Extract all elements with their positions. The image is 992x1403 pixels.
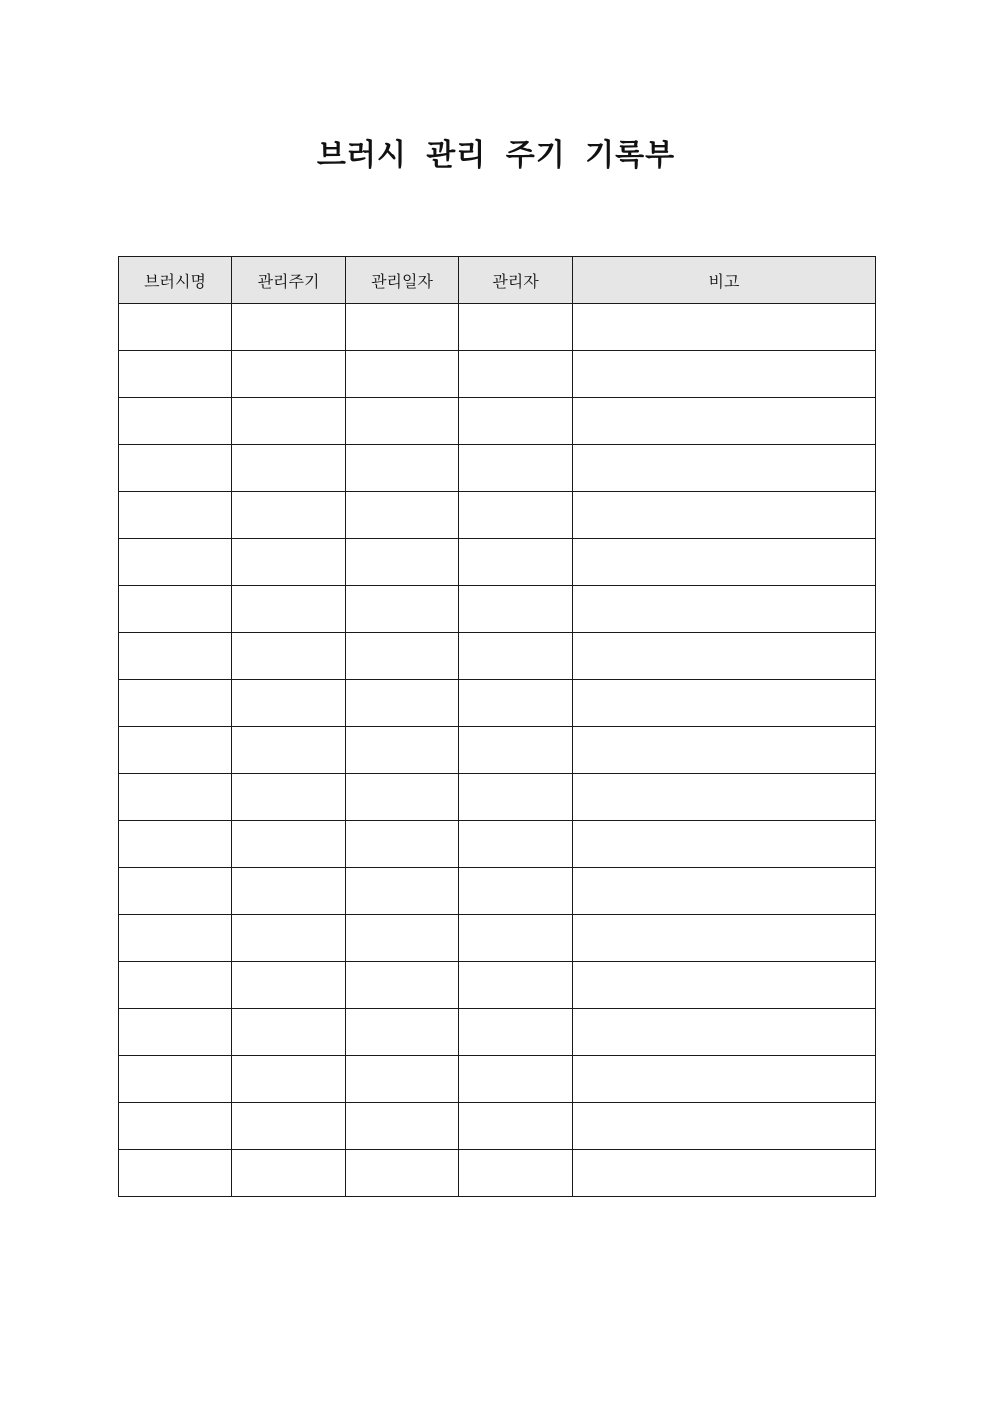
cell-management-cycle[interactable] bbox=[232, 821, 346, 868]
cell-management-date[interactable] bbox=[346, 445, 459, 492]
cell-management-date[interactable] bbox=[346, 774, 459, 821]
cell-remarks[interactable] bbox=[573, 868, 876, 915]
table-row bbox=[119, 1150, 876, 1197]
cell-management-cycle[interactable] bbox=[232, 774, 346, 821]
cell-manager[interactable] bbox=[459, 868, 573, 915]
cell-remarks[interactable] bbox=[573, 398, 876, 445]
cell-management-date[interactable] bbox=[346, 1150, 459, 1197]
cell-remarks[interactable] bbox=[573, 492, 876, 539]
cell-management-date[interactable] bbox=[346, 1009, 459, 1056]
cell-manager[interactable] bbox=[459, 1009, 573, 1056]
cell-manager[interactable] bbox=[459, 586, 573, 633]
cell-manager[interactable] bbox=[459, 1103, 573, 1150]
cell-management-cycle[interactable] bbox=[232, 1103, 346, 1150]
cell-brush-name[interactable] bbox=[119, 774, 232, 821]
cell-management-date[interactable] bbox=[346, 821, 459, 868]
cell-manager[interactable] bbox=[459, 915, 573, 962]
cell-remarks[interactable] bbox=[573, 1056, 876, 1103]
cell-management-cycle[interactable] bbox=[232, 445, 346, 492]
cell-remarks[interactable] bbox=[573, 962, 876, 1009]
cell-brush-name[interactable] bbox=[119, 821, 232, 868]
cell-brush-name[interactable] bbox=[119, 915, 232, 962]
cell-management-date[interactable] bbox=[346, 680, 459, 727]
cell-management-date[interactable] bbox=[346, 868, 459, 915]
cell-management-cycle[interactable] bbox=[232, 398, 346, 445]
table-row bbox=[119, 774, 876, 821]
cell-management-date[interactable] bbox=[346, 351, 459, 398]
cell-brush-name[interactable] bbox=[119, 351, 232, 398]
table-row bbox=[119, 445, 876, 492]
table-row bbox=[119, 1009, 876, 1056]
cell-remarks[interactable] bbox=[573, 727, 876, 774]
cell-remarks[interactable] bbox=[573, 915, 876, 962]
cell-management-cycle[interactable] bbox=[232, 915, 346, 962]
cell-management-cycle[interactable] bbox=[232, 492, 346, 539]
table-body bbox=[119, 304, 876, 1197]
cell-management-cycle[interactable] bbox=[232, 539, 346, 586]
cell-remarks[interactable] bbox=[573, 351, 876, 398]
cell-manager[interactable] bbox=[459, 962, 573, 1009]
cell-management-cycle[interactable] bbox=[232, 1150, 346, 1197]
cell-manager[interactable] bbox=[459, 351, 573, 398]
cell-remarks[interactable] bbox=[573, 539, 876, 586]
cell-management-date[interactable] bbox=[346, 304, 459, 351]
cell-brush-name[interactable] bbox=[119, 539, 232, 586]
cell-remarks[interactable] bbox=[573, 774, 876, 821]
cell-management-cycle[interactable] bbox=[232, 586, 346, 633]
cell-manager[interactable] bbox=[459, 1150, 573, 1197]
cell-management-cycle[interactable] bbox=[232, 633, 346, 680]
record-table bbox=[118, 256, 876, 1197]
cell-remarks[interactable] bbox=[573, 633, 876, 680]
cell-remarks[interactable] bbox=[573, 1103, 876, 1150]
cell-brush-name[interactable] bbox=[119, 445, 232, 492]
cell-management-cycle[interactable] bbox=[232, 680, 346, 727]
cell-management-cycle[interactable] bbox=[232, 962, 346, 1009]
cell-brush-name[interactable] bbox=[119, 398, 232, 445]
cell-management-date[interactable] bbox=[346, 1056, 459, 1103]
cell-manager[interactable] bbox=[459, 539, 573, 586]
cell-remarks[interactable] bbox=[573, 586, 876, 633]
cell-brush-name[interactable] bbox=[119, 1009, 232, 1056]
header-management-cycle: 관리주기 bbox=[232, 257, 346, 304]
table-row bbox=[119, 398, 876, 445]
header-manager: 관리자 bbox=[459, 257, 573, 304]
cell-management-date[interactable] bbox=[346, 633, 459, 680]
table-row bbox=[119, 492, 876, 539]
cell-manager[interactable] bbox=[459, 680, 573, 727]
cell-management-date[interactable] bbox=[346, 727, 459, 774]
cell-management-date[interactable] bbox=[346, 398, 459, 445]
table-row bbox=[119, 868, 876, 915]
table-row bbox=[119, 539, 876, 586]
table-row bbox=[119, 586, 876, 633]
cell-management-date[interactable] bbox=[346, 586, 459, 633]
header-remarks: 비고 bbox=[573, 257, 876, 304]
cell-brush-name[interactable] bbox=[119, 727, 232, 774]
cell-management-cycle[interactable] bbox=[232, 1009, 346, 1056]
cell-management-cycle[interactable] bbox=[232, 868, 346, 915]
cell-remarks[interactable] bbox=[573, 1009, 876, 1056]
cell-brush-name[interactable] bbox=[119, 1103, 232, 1150]
header-brush-name: 브러시명 bbox=[119, 257, 232, 304]
cell-remarks[interactable] bbox=[573, 1150, 876, 1197]
cell-manager[interactable] bbox=[459, 304, 573, 351]
table-row bbox=[119, 633, 876, 680]
cell-brush-name[interactable] bbox=[119, 1056, 232, 1103]
table-row bbox=[119, 915, 876, 962]
cell-management-date[interactable] bbox=[346, 962, 459, 1009]
cell-remarks[interactable] bbox=[573, 821, 876, 868]
table-row bbox=[119, 680, 876, 727]
cell-brush-name[interactable] bbox=[119, 868, 232, 915]
cell-manager[interactable] bbox=[459, 492, 573, 539]
table-row bbox=[119, 727, 876, 774]
cell-management-date[interactable] bbox=[346, 539, 459, 586]
table-row bbox=[119, 821, 876, 868]
cell-management-date[interactable] bbox=[346, 1103, 459, 1150]
header-management-date: 관리일자 bbox=[346, 257, 459, 304]
cell-remarks[interactable] bbox=[573, 304, 876, 351]
cell-manager[interactable] bbox=[459, 821, 573, 868]
cell-management-cycle[interactable] bbox=[232, 727, 346, 774]
cell-brush-name[interactable] bbox=[119, 1150, 232, 1197]
cell-brush-name[interactable] bbox=[119, 680, 232, 727]
cell-management-date[interactable] bbox=[346, 492, 459, 539]
cell-manager[interactable] bbox=[459, 398, 573, 445]
cell-management-cycle[interactable] bbox=[232, 351, 346, 398]
cell-management-cycle[interactable] bbox=[232, 304, 346, 351]
table-row bbox=[119, 1056, 876, 1103]
cell-manager[interactable] bbox=[459, 1056, 573, 1103]
cell-brush-name[interactable] bbox=[119, 586, 232, 633]
cell-manager[interactable] bbox=[459, 633, 573, 680]
table-row bbox=[119, 351, 876, 398]
cell-brush-name[interactable] bbox=[119, 304, 232, 351]
cell-manager[interactable] bbox=[459, 727, 573, 774]
table-row bbox=[119, 304, 876, 351]
cell-management-date[interactable] bbox=[346, 915, 459, 962]
cell-remarks[interactable] bbox=[573, 445, 876, 492]
cell-brush-name[interactable] bbox=[119, 633, 232, 680]
cell-management-cycle[interactable] bbox=[232, 1056, 346, 1103]
cell-remarks[interactable] bbox=[573, 680, 876, 727]
cell-manager[interactable] bbox=[459, 774, 573, 821]
table-header-row bbox=[119, 257, 876, 304]
cell-brush-name[interactable] bbox=[119, 962, 232, 1009]
table-row bbox=[119, 1103, 876, 1150]
cell-brush-name[interactable] bbox=[119, 492, 232, 539]
cell-manager[interactable] bbox=[459, 445, 573, 492]
page-title: 브러시 관리 주기 기록부 bbox=[316, 138, 676, 173]
table-row bbox=[119, 962, 876, 1009]
